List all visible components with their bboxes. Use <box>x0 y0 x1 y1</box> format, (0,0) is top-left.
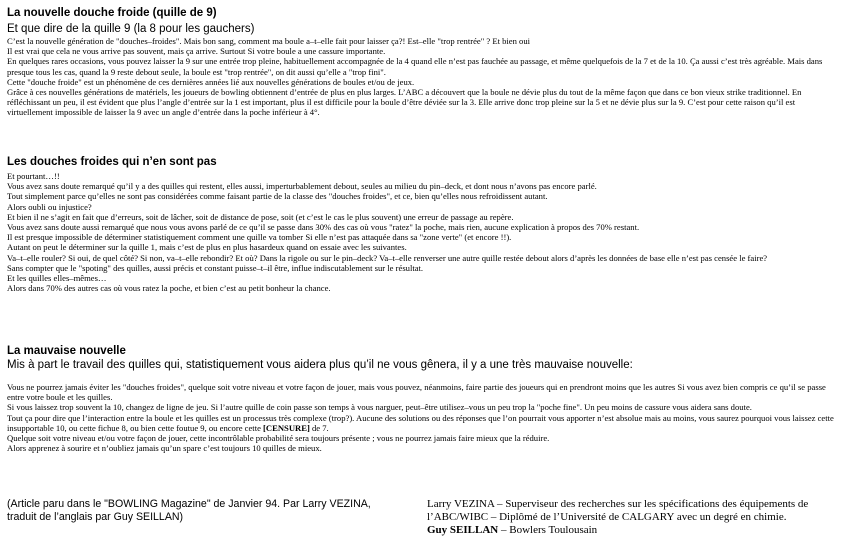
paragraph: Tout simplement parce qu’elles ne sont pas considérées comme faisant partie de la classe des "douches froides", et ce, bien qu’elles nous refroidissent autant. <box>7 191 548 202</box>
paragraph: Il est presque impossible de déterminer statistiquement comment une quille va tomber Si elle n’est pas attaquée dans sa "zone verte" (et encore !!). <box>7 232 512 243</box>
paragraph: Cette "douche froide" est un phénomène de ces dernières années lié aux nouvelles générations de boules et/ou de jeux. <box>7 76 415 87</box>
section-body <box>7 36 841 118</box>
paragraph: Il est vrai que cela ne vous arrive pas souvent, mais ça arrive. Surtout Si votre boule a une cassure importante. <box>7 46 386 57</box>
censored-text: [CENSURE] <box>263 422 310 433</box>
paragraph: Alors apprenez à sourire et n’oubliez jamais qu’un spare c’est toujours 10 quilles de mieux. <box>7 443 322 454</box>
author-credits <box>427 498 841 537</box>
paragraph: Grâce à ces nouvelles générations de matériels, les joueurs de bowling obtiennent d’entrée de plus en plus larges. L’ABC a découvert que la boule ne dévie plus du tout de la même façon que dans ce bon vieux strike traditionnel. En réfléchissant un peu, il est évident que plus l’angle d’entrée sur la 1 est important, plus il est difficile pour la boule d’être déviée sur la 3. Elle arrive donc trop pleine sur la 5 et ne dévie plus sur la 9. C’est pour cette raison qu’il est virtuellement impossible de laisser la 9 avec un angle d’entrée dans la poche inférieur à 4°. <box>7 87 802 118</box>
paragraph: C’est la nouvelle génération de "douches–froides". Mais bon sang, comment ma boule a–t–elle fait pour laisser ça?! Est–elle "trop rentrée" ? Et bien oui <box>7 36 531 46</box>
paragraph: Vous avez sans doute aussi remarqué que nous vous avons parlé de ce qu’il se passe dans 30% des cas où vous "ratez" la poche, mais rien, aucune explication à propos des 70% restant. <box>7 222 640 233</box>
paragraph: Sans compter que le "spoting" des quilles, aussi précis et constant puisse–t–il être, influe indiscutablement sur le résultat. <box>7 262 424 273</box>
paragraph: Va–t–elle rouler? Si oui, de quel côté? Si non, va–t–elle rebondir? Et où? Dans la rigole ou sur le pin–deck? Va–t–elle renverser une autre quille restée debout alors d’après les données de base elle n’est pas censée le faire? <box>7 252 768 263</box>
paragraph-text: de 7. <box>309 422 329 433</box>
section-subtitle: Mis à part le travail des quilles qui, statistiquement vous aidera plus qu’il ne vous gênera, il y a une très mauvaise nouvelle: <box>7 359 633 371</box>
article-source-note: (Article paru dans le "BOWLING Magazine" de Janvier 94. Par Larry VEZINA, traduit de l’anglais par Guy SEILLAN) <box>7 498 371 523</box>
paragraph: Alors oubli ou injustice? <box>7 201 92 212</box>
paragraph-text: Tout ça pour dire que l’interaction entre la boule et les quilles est un processus très complexe (trop?). Aucune des solutions ou des réponses que l’on pourrait vous apporter n’est absolue mais au moins, vous saurez pourquoi vous laissez cette insupportable 10, ou cette fichue 8, ou bien cette foutue 9, ou encore cette <box>7 412 834 433</box>
paragraph: Si vous laissez trop souvent la 10, changez de ligne de jeu. Si l’autre quille de coin passe son temps à vous narguer, peut–être utilisez–vous un peu trop la "poche fine". Un peu moins de cassure vous aidera sans doute. <box>7 402 752 413</box>
paragraph: Alors dans 70% des autres cas où vous ratez la poche, et bien c’est au petit bonheur la chance. <box>7 283 331 294</box>
section-title: Les douches froides qui n’en sont pas <box>7 156 217 168</box>
author-credit-vezina: Larry VEZINA – Superviseur des recherches sur les spécifications des équipements de l’ABC/WIBC – Diplômé de l’Université de CALGARY avec un degré en chimie. <box>427 498 809 523</box>
section-body <box>7 171 841 293</box>
section-body <box>7 382 841 453</box>
paragraph: Et les quilles elles–mêmes… <box>7 273 107 284</box>
paragraph: Et bien il ne s’agit en fait que d’erreurs, soit de lâcher, soit de distance de pose, soit (et c’est le cas le plus souvent) une erreur de passage au repère. <box>7 211 514 222</box>
paragraph: Vous ne pourrez jamais éviter les "douches froides", quelque soit votre niveau et votre façon de jouer, mais vous pouvez, néanmoins, faire partie des joueurs qui en prendront moins que les autres Si vous avez bien compris ce qu’il se passe entre votre boule et les quilles. <box>7 382 826 403</box>
paragraph: Et pourtant…!! <box>7 171 60 181</box>
paragraph: Autant on peut le déterminer sur la quille 1, mais c’est de plus en plus hasardeux quand on essaie avec les suivantes. <box>7 242 407 253</box>
paragraph: Vous avez sans doute remarqué qu’il y a des quilles qui restent, elles aussi, imperturbablement debout, seules au milieu du pin–deck, et dont nous n’avons pas encore parlé. <box>7 181 597 192</box>
section-douche-froide <box>7 6 841 118</box>
section-mauvaise-nouvelle <box>7 344 841 453</box>
author-credit-seillan <box>427 524 841 537</box>
author-affiliation: – Bowlers Toulousain <box>498 524 598 536</box>
section-title: La nouvelle douche froide (quille de 9) <box>7 7 217 19</box>
section-title: La mauvaise nouvelle <box>7 345 126 357</box>
paragraph: En quelques rares occasions, vous pouvez laisser la 9 sur une entrée trop pleine, habituellement accompagnée de la 4 quand elle n’est pas fauchée au passage, et même quelquefois de la 7 et de la 10. Ça aussi c’est très agréable. Mais dans presque tous les cas, quand la 9 reste debout seule, la boule est "trop rentrée", on dit aussi qu’elle a "trop fini". <box>7 56 823 77</box>
author-name: Guy SEILLAN <box>427 524 499 536</box>
section-subtitle: Et que dire de la quille 9 (la 8 pour les gauchers) <box>7 23 255 35</box>
paragraph: Quelque soit votre niveau et/ou votre façon de jouer, cette incontrôlable probabilité sera toujours présente ; vous ne pourrez jamais faire mieux que la réduire. <box>7 433 550 444</box>
section-douches-qui-nen-sont-pas <box>7 155 841 293</box>
paragraph <box>7 413 841 433</box>
